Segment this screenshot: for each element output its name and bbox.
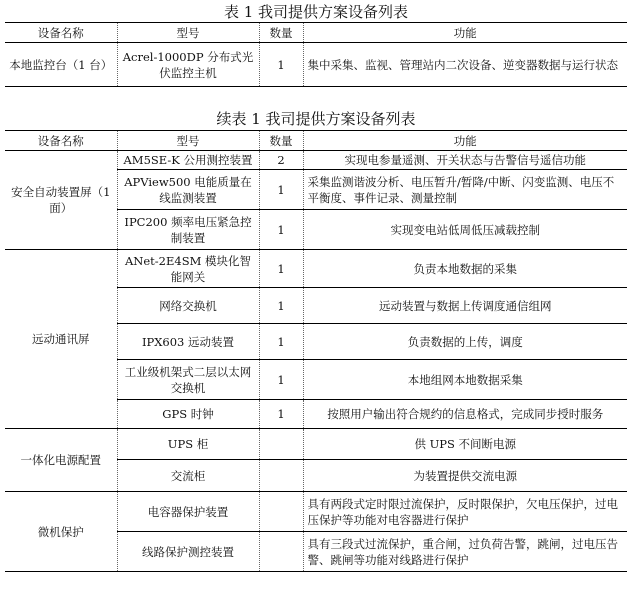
table-header-row [5,23,627,43]
cell-model: UPS 柜 [117,429,259,460]
cell-qty: 1 [259,170,303,210]
cell-model: Acrel-1000DP 分布式光伏监控主机 [117,43,259,87]
cell-qty: 1 [259,400,303,429]
table1-caption: 表 1 我司提供方案设备列表 [223,3,409,21]
header-model: 型号 [117,131,259,151]
cell-func: 供 UPS 不间断电源 [303,429,627,460]
group-telecontrol: 远动通讯屏 [5,250,117,429]
cell-func: 为装置提供交流电源 [303,460,627,492]
cell-func: 本地组网本地数据采集 [303,360,627,400]
table-row [5,429,627,460]
cell-func: 采集监测谐波分析、电压暂升/暂降/中断、闪变监测、电压不平衡度、事件记录、测量控制 [303,170,627,210]
header-model: 型号 [117,23,259,43]
cell-func: 具有两段式定时限过流保护，反时限保护，欠电压保护，过电压保护等功能对电容器进行保护 [303,492,627,532]
equipment-table [5,22,627,87]
cell-qty: 1 [259,210,303,250]
cell-qty: 2 [259,151,303,170]
cell-func: 具有三段式过流保护，重合闸，过负荷告警，跳闸，过电压告警、跳闸等功能对线路进行保护 [303,532,627,572]
cell-model: ANet-2E4SM 模块化智能网关 [117,250,259,288]
cell-func: 实现变电站低周低压减载控制 [303,210,627,250]
cell-model: 线路保护测控装置 [117,532,259,572]
cell-func: 集中采集、监视、管理站内二次设备、逆变器数据与运行状态 [303,43,627,87]
header-name: 设备名称 [5,23,117,43]
cell-model: IPX603 远动装置 [117,324,259,360]
cell-qty: 1 [259,288,303,324]
cell-model: 工业级机架式二层以太网交换机 [117,360,259,400]
cell-model: 交流柜 [117,460,259,492]
table-row [5,492,627,532]
group-microprocessor-protection: 微机保护 [5,492,117,572]
table-row [5,43,627,87]
cell-model: APView500 电能质量在线监测装置 [117,170,259,210]
cell-qty: 1 [259,43,303,87]
table-row [5,151,627,170]
table-row [5,250,627,288]
table-header-row [5,131,627,151]
cell-name: 本地监控台（1 台） [5,43,117,87]
cell-func: 负责数据的上传，调度 [303,324,627,360]
cell-model: IPC200 频率电压紧急控制装置 [117,210,259,250]
cell-model: 电容器保护装置 [117,492,259,532]
equipment-table-continued [5,130,627,572]
cell-func: 远动装置与数据上传调度通信组网 [303,288,627,324]
cell-qty: 1 [259,250,303,288]
group-power-supply: 一体化电源配置 [5,429,117,492]
cell-model: GPS 时钟 [117,400,259,429]
cell-qty [259,532,303,572]
cell-func: 实现电参量遥测、开关状态与告警信号遥信功能 [303,151,627,170]
cell-func: 负责本地数据的采集 [303,250,627,288]
cell-func: 按照用户输出符合规约的信息格式，完成同步授时服务 [303,400,627,429]
cell-qty: 1 [259,324,303,360]
header-qty: 数量 [259,131,303,151]
cell-model: 网络交换机 [117,288,259,324]
header-func: 功能 [303,131,627,151]
cell-qty [259,460,303,492]
cell-qty [259,429,303,460]
header-func: 功能 [303,23,627,43]
header-qty: 数量 [259,23,303,43]
group-safety-auto: 安全自动装置屏（1 面） [5,151,117,250]
cell-qty: 1 [259,360,303,400]
cell-qty [259,492,303,532]
cell-model: AM5SE-K 公用测控装置 [117,151,259,170]
header-name: 设备名称 [5,131,117,151]
table2-caption: 续表 1 我司提供方案设备列表 [216,110,416,128]
